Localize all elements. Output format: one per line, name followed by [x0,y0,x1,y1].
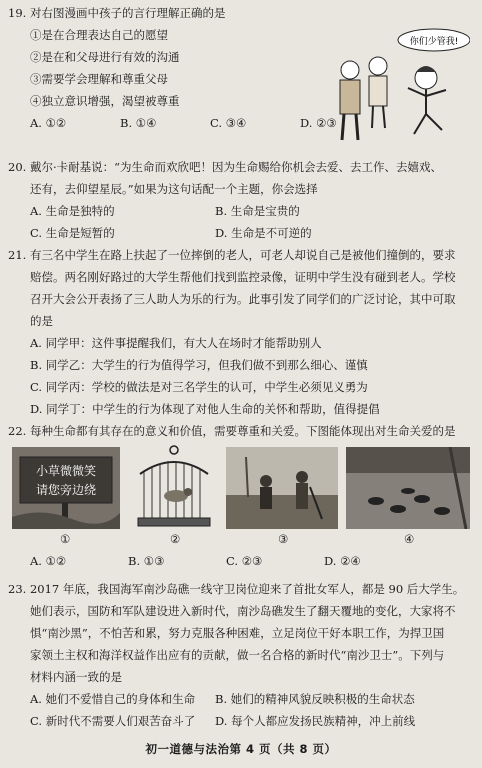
q21-line-1: 21. 有三名中学生在路上扶起了一位摔倒的老人，可老人却说自己是被他们撞倒的，要求 [8,248,456,262]
q23-line-2: 她们表示，国防和军队建设进入新时代，南沙岛礁发生了翻天覆地的变化，大家将不 [30,604,456,618]
q19-item-4: ④独立意识增强，渴望被尊重 [30,94,180,108]
q19-item-2: ②是在和父母进行有效的沟通 [30,50,180,64]
q19-option-d: D. ②③ [300,116,337,130]
q20-options-row-2 [8,222,474,244]
q22-options-row [8,550,474,572]
q23-option-a: A. 她们不爱惜自己的身体和生命 [30,692,196,706]
q20-option-c: C. 生命是短暂的 [30,226,115,240]
q23-line-1: 23. 2017 年底，我国海军南沙岛礁一线守卫岗位迎来了首批女军人，都是 90 后大学生。 [8,582,465,596]
q19-cartoon [330,22,470,152]
question-23 [8,578,474,732]
q20-line-2: 还有，去仰望星辰。”如果为这句话配一个主题，你会选择 [30,182,318,196]
q19-item-3: ③需要学会理解和尊重父母 [30,72,168,86]
q22-picture-3-planting [226,447,338,529]
q21-line-3: 召开大会公开表扬了三人助人为乐的行为。此事引发了同学们的广泛讨论，其中可取 [30,292,456,306]
q22-picture-4-swans [346,447,470,529]
q22-option-b: B. ①③ [128,554,165,568]
q22-picture-label-3: ③ [278,532,289,546]
q21-line-2: 赔偿。两名刚好路过的大学生帮他们找到监控录像，证明中学生没有碰到老人。学校 [30,270,456,284]
q22-picture-label-1: ① [60,532,71,546]
q21-line-4: 的是 [30,314,53,328]
q19-option-c: C. ③④ [210,116,247,130]
q22-picture-1-sign [12,447,120,529]
question-20 [8,156,474,244]
q21-option-d: D. 同学丁：中学生的行为体现了对他人生命的关怀和帮助，值得提倡 [30,402,380,416]
q23-option-d: D. 每个人都应发扬民族精神，冲上前线 [215,714,416,728]
q22-sign-line-2: 请您旁边绕 [35,483,97,497]
q22-stem: 22. 每种生命都有其存在的意义和价值，需要尊重和关爱。下图能体现出对生命关爱的是 [8,424,456,438]
q22-option-d: D. ②④ [324,554,361,568]
q22-option-a: A. ①② [30,554,67,568]
q20-line-1: 20. 戴尔·卡耐基说：“为生命而欢欣吧！因为生命赐给你机会去爱、去工作、去嬉戏、 [8,160,442,174]
q20-option-d: D. 生命是不可逆的 [215,226,312,240]
q21-option-c: C. 同学丙：学校的做法是对三名学生的认可，中学生必须见义勇为 [30,380,368,394]
q19-option-b: B. ①④ [120,116,157,130]
q19-item-1: ①是在合理表达自己的愿望 [30,28,168,42]
q20-options-row-1 [8,200,474,222]
q21-option-b: B. 同学乙：大学生的行为值得学习，但我们做不到那么细心、谨慎 [30,358,368,372]
q20-option-a: A. 生命是独特的 [30,204,115,218]
q22-picture-label-4: ④ [404,532,415,546]
q20-option-b: B. 生命是宝贵的 [215,204,300,218]
q21-option-a: A. 同学甲：这件事提醒我们，有大人在场时才能帮助别人 [30,336,322,350]
question-21 [8,244,474,420]
q19-bubble-text: 你们少管我! [409,37,459,47]
q23-line-3: 惧“南沙黑”，不怕苦和累，努力克服各种困难，立足岗位干好本职工作，为捍卫国 [30,626,445,640]
page-footer: 初一道德与法治第 4 页（共 8 页） [145,742,337,756]
question-22 [8,420,474,442]
q19-stem: 19. 对右图漫画中孩子的言行理解正确的是 [8,6,226,20]
q23-option-c: C. 新时代不需要人们艰苦奋斗了 [30,714,196,728]
q23-line-5: 材料内涵一致的是 [30,670,122,684]
q23-options-row-2 [8,710,474,732]
q23-line-4: 家领土主权和海洋权益作出应有的贡献，做一名合格的新时代“南沙卫士”。下列与 [30,648,445,662]
q22-options [8,550,474,572]
q22-sign-line-1: 小草微微笑 [35,464,97,478]
q22-picture-2-birdcage [130,444,218,530]
q22-picture-label-2: ② [170,532,181,546]
q19-option-a: A. ①② [30,116,67,130]
q23-option-b: B. 她们的精神风貌反映积极的生命状态 [215,692,415,706]
q23-options-row-1 [8,688,474,710]
q22-option-c: C. ②③ [226,554,263,568]
